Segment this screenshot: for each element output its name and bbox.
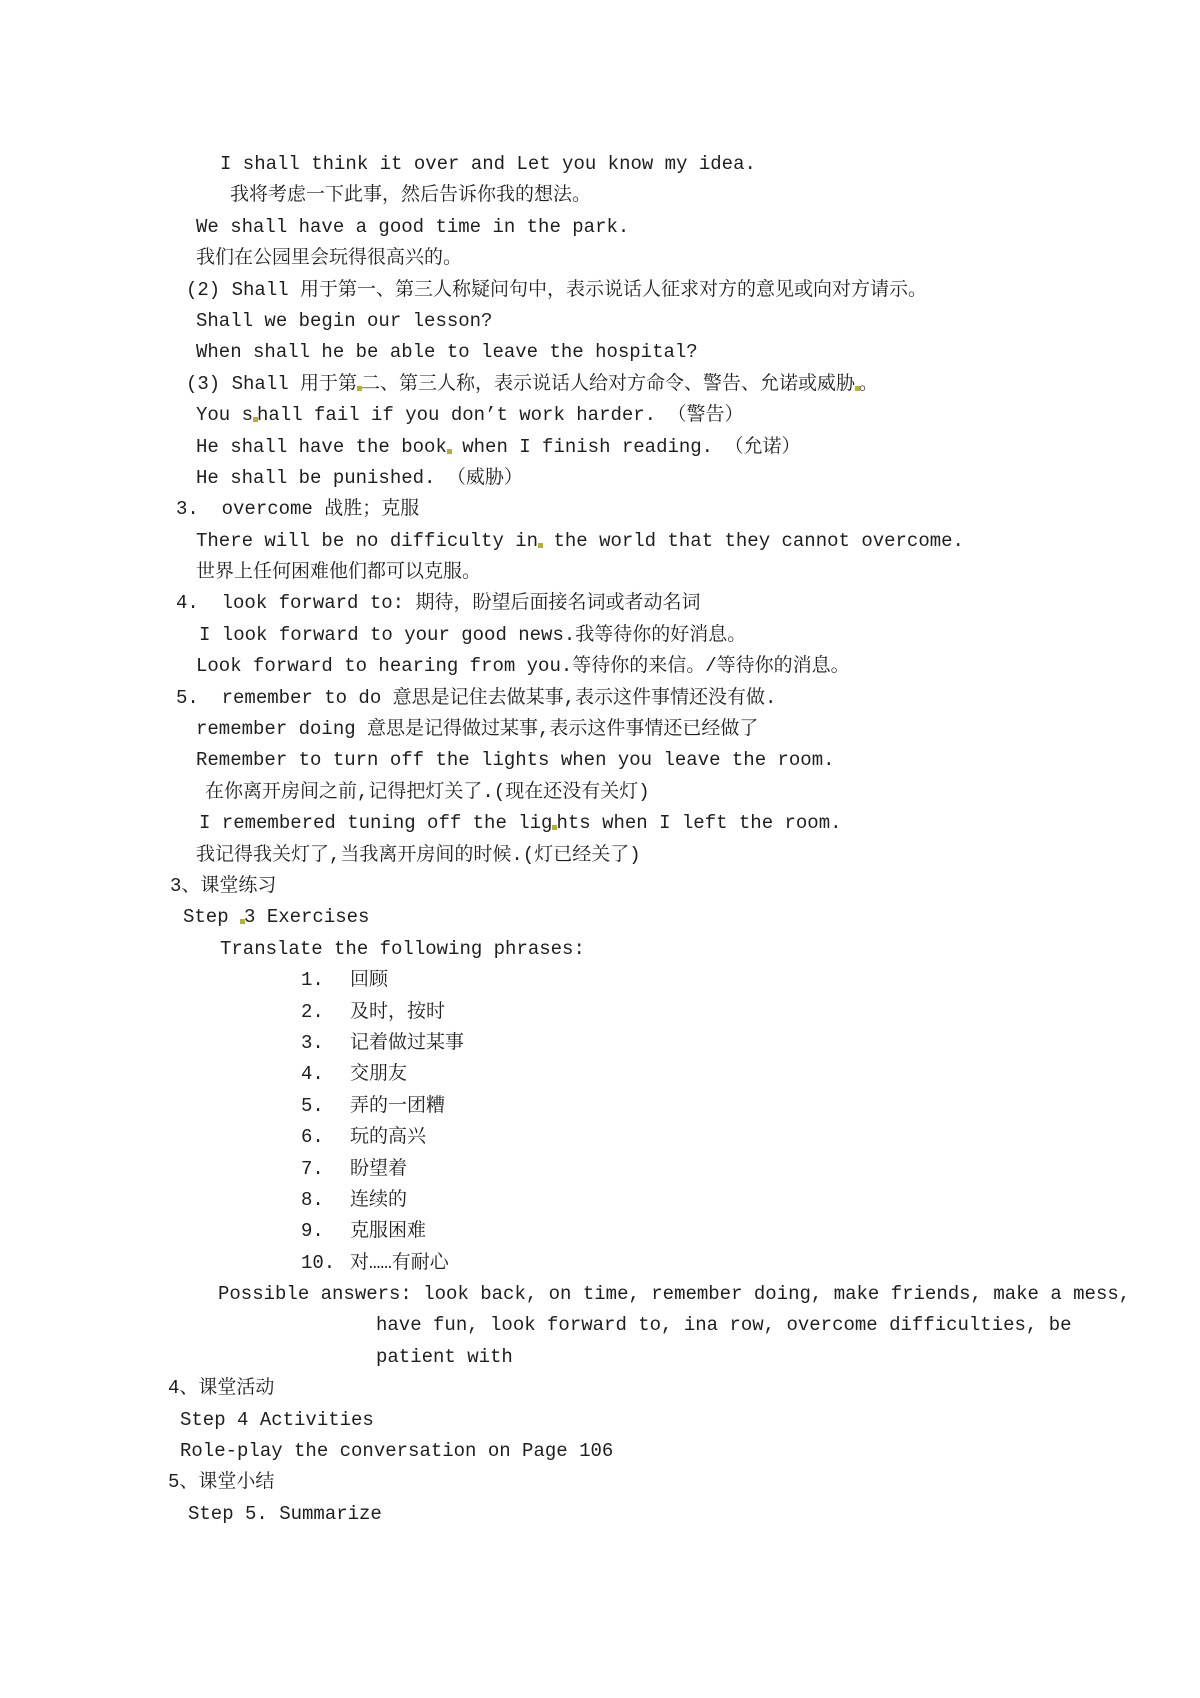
list-text: 交朋友 (350, 1063, 408, 1086)
doc-text: There will be no difficulty in (196, 529, 539, 552)
list-text: 记着做过某事 (350, 1031, 465, 1054)
list-item (0, 1122, 1200, 1153)
doc-line: Shall we begin our lesson? (196, 309, 493, 332)
doc-line: have fun, look forward to, ina row, overcome difficulties, be (376, 1314, 1072, 1337)
doc-text: He shall have the book (196, 435, 447, 458)
doc-text: I remembered tuning off the lig (199, 812, 553, 835)
doc-line: (2) Shall 用于第一、第三人称疑问句中，表示说话人征求对方的意见或向对方请示。 (186, 278, 928, 301)
doc-line: Remember to turn off the lights when you leave the room. (196, 749, 835, 772)
doc-line: 在你离开房间之前,记得把灯关了.(现在还没有关灯) (205, 780, 650, 803)
doc-line: I shall think it over and Let you know my idea. (220, 153, 756, 175)
section-heading: 5、课堂小结 (168, 1471, 275, 1494)
list-item (0, 1216, 1200, 1247)
list-text: 对……有耐心 (350, 1251, 449, 1274)
doc-line (0, 432, 1200, 463)
doc-line: remember doing 意思是记得做过某事,表示这件事情还已经做了 (196, 718, 759, 741)
list-number: 5. (301, 1094, 324, 1117)
doc-line: He shall be punished. （威胁） (196, 466, 523, 489)
document-body (0, 149, 1200, 1530)
doc-line (0, 808, 1200, 839)
doc-line: I look forward to your good news.我等待你的好消息。 (199, 623, 747, 646)
list-item (0, 965, 1200, 996)
doc-text: 3 Exercises (244, 906, 370, 929)
doc-line: Role-play the conversation on Page 106 (180, 1440, 614, 1463)
list-item (0, 1028, 1200, 1059)
list-item (0, 1185, 1200, 1216)
doc-line (0, 369, 1200, 400)
doc-line: 5. remember to do 意思是记住去做某事,表示这件事情还没有做. (176, 686, 777, 709)
doc-text: (3) Shall 用于第 (186, 372, 358, 395)
list-text: 盼望着 (350, 1157, 408, 1180)
doc-line: When shall he be able to leave the hospital? (196, 341, 698, 364)
list-number: 3. (301, 1031, 324, 1054)
doc-text: You s (196, 404, 254, 427)
step-heading: Step 4 Activities (180, 1408, 374, 1431)
doc-line: Possible answers: look back, on time, remember doing, make friends, make a mess, (218, 1283, 1131, 1306)
list-text: 连续的 (350, 1188, 408, 1211)
doc-text: hall fail if you don’t work harder. （警告） (257, 404, 744, 427)
list-text: 及时，按时 (350, 1000, 446, 1023)
list-number: 10. (301, 1251, 336, 1274)
doc-line: We shall have a good time in the park. (196, 215, 630, 238)
doc-line: patient with (376, 1345, 513, 1368)
doc-line: Look forward to hearing from you.等待你的来信。/等待你的消息。 (196, 655, 850, 678)
doc-line: 3. overcome 战胜；克服 (176, 498, 420, 521)
list-text: 弄的一团糟 (350, 1094, 446, 1117)
list-item (0, 1091, 1200, 1122)
list-text: 回顾 (350, 969, 389, 992)
doc-line: 我将考虑一下此事，然后告诉你我的想法。 (230, 184, 592, 207)
step-heading: Step 5. Summarize (188, 1502, 382, 1525)
doc-text: Step (183, 906, 241, 929)
list-number: 4. (301, 1063, 324, 1086)
list-number: 9. (301, 1220, 324, 1243)
doc-text: 。 (859, 372, 879, 395)
doc-line (0, 400, 1200, 431)
list-number: 7. (301, 1157, 324, 1180)
doc-line: 我记得我关灯了,当我离开房间的时候.(灯已经关了) (196, 843, 641, 866)
doc-line: 我们在公园里会玩得很高兴的。 (196, 247, 463, 270)
list-item (0, 1154, 1200, 1185)
list-number: 6. (301, 1126, 324, 1149)
doc-line: 4. look forward to: 期待，盼望后面接名词或者动名词 (176, 592, 701, 615)
list-text: 克服困难 (350, 1220, 427, 1243)
list-item (0, 1059, 1200, 1090)
list-item (0, 1248, 1200, 1279)
list-number: 8. (301, 1188, 324, 1211)
doc-text: the world that they cannot overcome. (542, 529, 964, 552)
doc-line: 世界上任何困难他们都可以克服。 (196, 561, 482, 584)
list-number: 2. (301, 1000, 324, 1023)
doc-text: when I finish reading. （允诺） (450, 435, 801, 458)
section-heading: 4、课堂活动 (168, 1377, 275, 1400)
list-text: 玩的高兴 (350, 1126, 427, 1149)
doc-text: hts when I left the room. (556, 812, 842, 835)
doc-line (0, 526, 1200, 557)
list-number: 1. (301, 969, 324, 992)
step-heading (0, 902, 1200, 933)
list-item (0, 997, 1200, 1028)
doc-text: 二、第三人称，表示说话人给对方命令、警告、允诺或威胁 (361, 372, 856, 395)
doc-line: Translate the following phrases: (220, 937, 585, 960)
section-heading: 3、课堂练习 (170, 874, 277, 897)
